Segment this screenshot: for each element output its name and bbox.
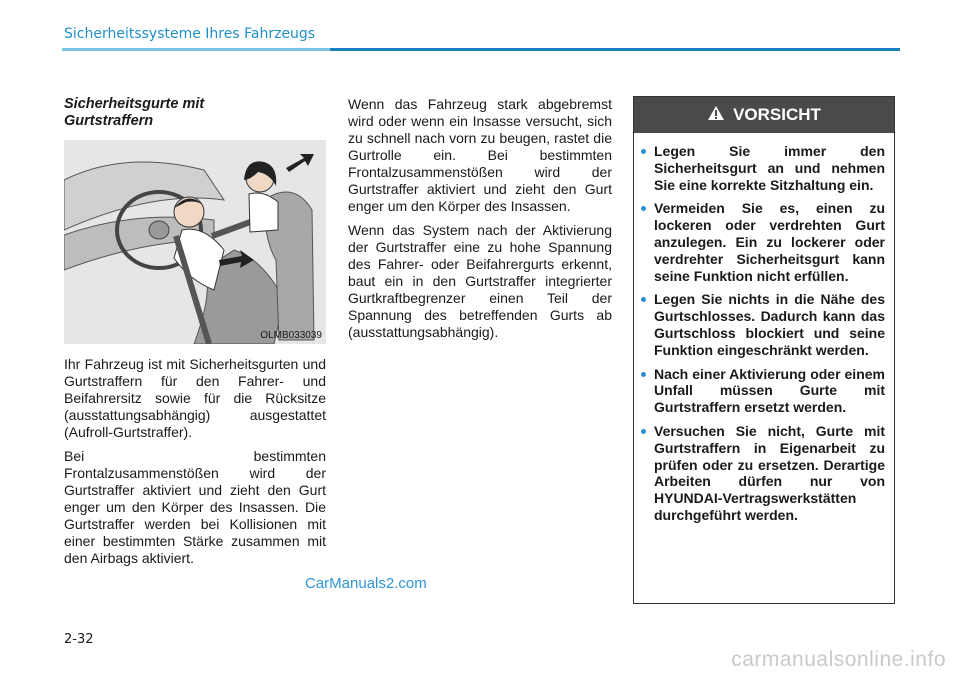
section-title-line1: Sicherheitsgurte mit bbox=[64, 96, 205, 112]
section-title bbox=[64, 96, 326, 130]
header-rule-light bbox=[62, 48, 330, 51]
section-heading bbox=[64, 96, 326, 130]
column-1-paragraph-2-rest: Frontalzusammenstößen wird der Gurtstraffer aktiviert und zieht den Gurt enger um den Körper des Insassen. Die Gurtstraffer werden bei Kollisionen mit einer bestimmten Stärke zusammen mit den Airbags aktiviert. bbox=[64, 465, 326, 566]
illustration-driver-seatbelt-pretensioner bbox=[64, 140, 326, 344]
column-1-paragraph-1: Ihr Fahrzeug ist mit Sicherheitsgurten und Gurtstraffern für den Fahrer- und Beifahrersitz sowie für die Rücksitze (ausstattungsabhängig) ausgestattet (Aufroll-Gurtstraffer). bbox=[64, 356, 326, 440]
caution-item: Vermeiden Sie es, einen zu lockeren oder verdrehten Gurt anzulegen. Ein zu lockerer oder verdrehter Sicherheitsgurt kann seine Funktion nicht erfüllen. bbox=[654, 200, 885, 284]
column-1-paragraph-2 bbox=[64, 448, 326, 567]
caution-list bbox=[634, 133, 894, 524]
warning-triangle-icon bbox=[707, 105, 725, 126]
column-2-paragraph-1: Wenn das Fahrzeug stark abgebremst wird oder wenn ein Insasse versucht, sich zu schnell nach vorn zu beugen, rastet die Gurtrolle ein. Bei bestimmten Frontalzusammenstößen wird der Gurtstraffer aktiviert und zieht den Gurt enger um den Körper des Insassen. bbox=[348, 96, 612, 214]
figure-code: OLMB033039 bbox=[260, 330, 322, 341]
seatbelt-illustration bbox=[64, 140, 326, 344]
page-number: 2-32 bbox=[64, 632, 94, 647]
column-1-text bbox=[64, 356, 326, 574]
caution-item: Legen Sie nichts in die Nähe des Gurtschlosses. Dadurch kann das Gurtschloss blockiert und seine Funktion eingeschränkt werden. bbox=[654, 291, 885, 358]
caution-header bbox=[634, 97, 894, 133]
column-1-paragraph-2-first-line: Bei bestimmten bbox=[64, 448, 326, 464]
site-watermark: carmanualsonline.info bbox=[731, 648, 946, 671]
caution-item: Versuchen Sie nicht, Gurte mit Gurtstraffern in Eigenarbeit zu prüfen oder zu ersetzen. Derartige Arbeiten dürfen nur von HYUNDAI-Vertragswerkstätten durchgeführt werden. bbox=[654, 422, 885, 523]
column-2-text bbox=[348, 96, 612, 348]
header-rule-dark bbox=[330, 48, 900, 51]
column-2-paragraph-2: Wenn das System nach der Aktivierung der Gurtstraffer eine zu hohe Spannung des Fahrer- oder Beifahrergurts erkennt, baut ein in den Gurtstraffer integrierter Gurtkraftbegrenzer einen Teil der Spannung des betreffenden Gurts ab (ausstattungsabhängig). bbox=[348, 222, 612, 340]
page-header-title: Sicherheitssysteme Ihres Fahrzeugs bbox=[64, 26, 316, 42]
caution-item: Nach einer Aktivierung oder einem Unfall müssen Gurte mit Gurtstraffern ersetzt werden. bbox=[654, 365, 885, 416]
watermark: CarManuals2.com bbox=[305, 575, 427, 592]
section-title-line2: Gurtstraffern bbox=[64, 113, 154, 129]
caution-box bbox=[633, 96, 895, 604]
caution-item: Legen Sie immer den Sicherheitsgurt an und nehmen Sie eine korrekte Sitzhaltung ein. bbox=[654, 143, 885, 193]
caution-title: VORSICHT bbox=[733, 105, 821, 124]
